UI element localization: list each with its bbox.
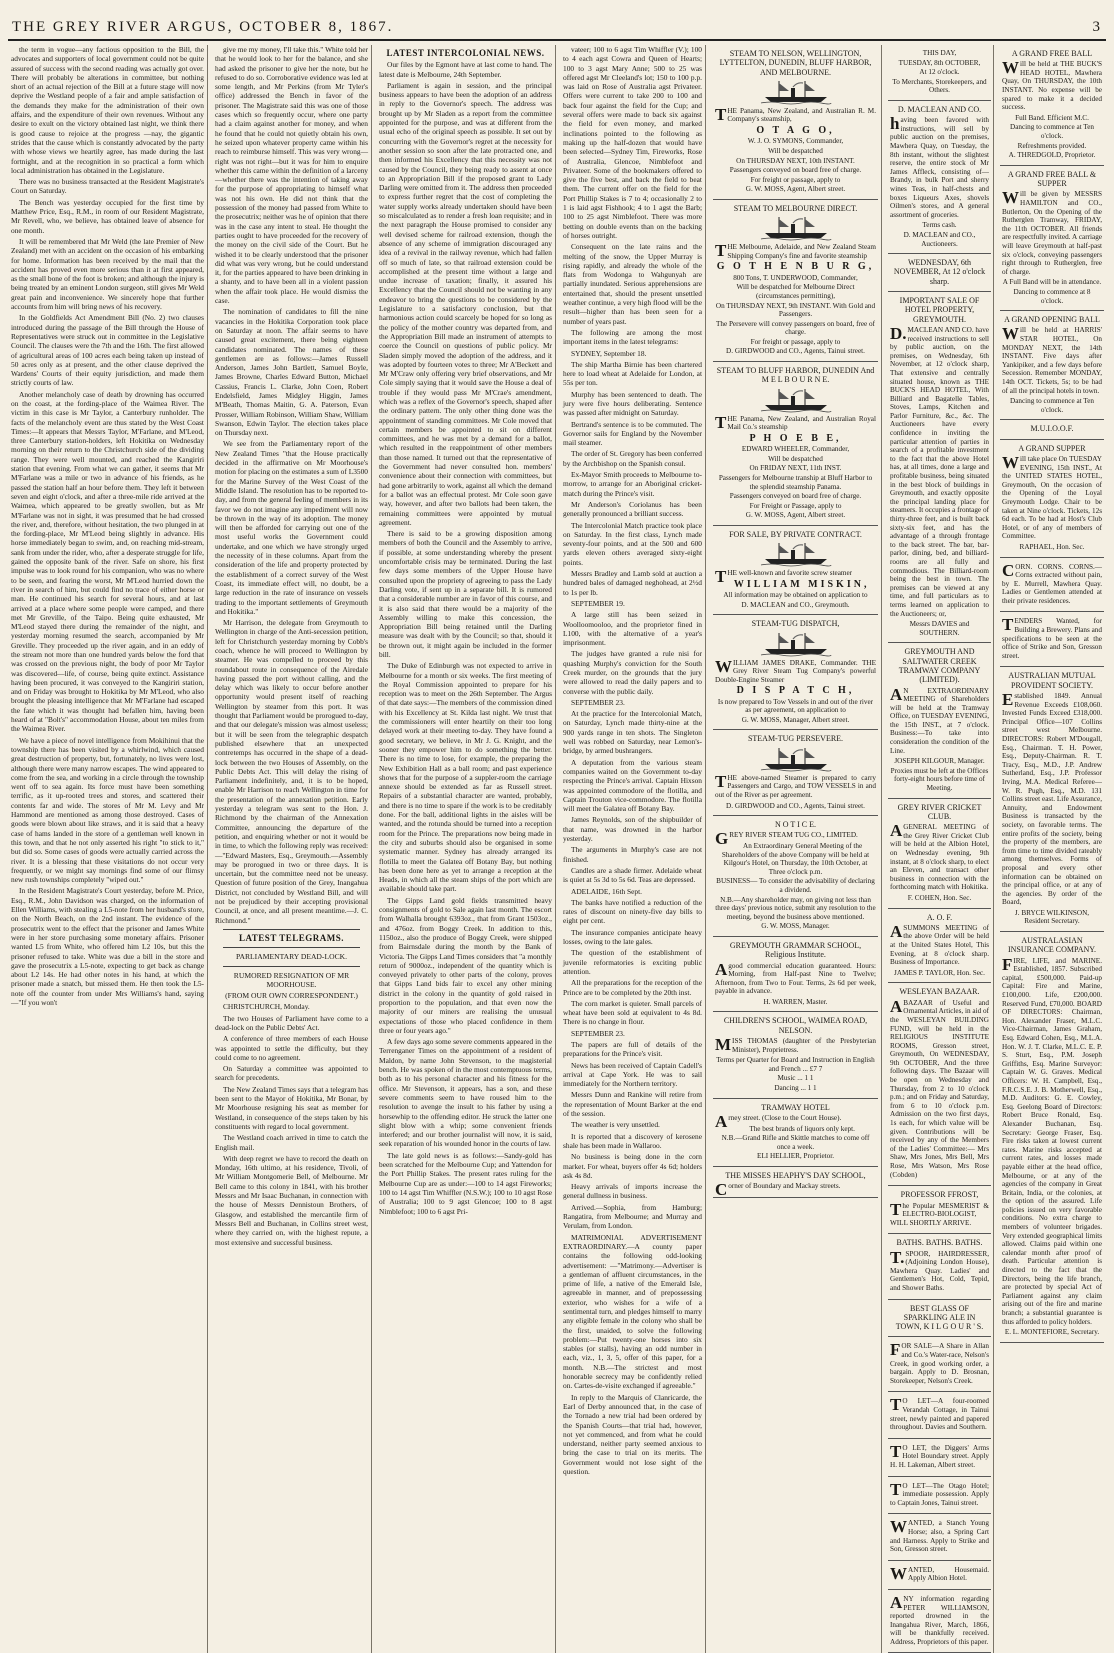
local-news-body xyxy=(215,45,368,925)
shipping-advertisement xyxy=(713,362,878,526)
article-paragraph: A few days ago some severe comments appeared in the Terrenganer Times on the appointment of a resident of Maldon, by name John Stevenson, to the magisterial bench. He was spoken of in the most contemptuous terms, both as to his personal character and his fitness for the office. Mr Stevenson, it appears, has a son, and these severe comments seem to have roused him to the resolution to avenge the insult to his father by using a horsewhip to the offending editor. He struck the latter one slight blow with a whip; some convenient friends interfered; and our brother journalist will now, it is said, seek reparation of his wounded honor in the courts of law. xyxy=(379,1037,552,1149)
article-paragraph: In the Resident Magistrate's Court yesterday, before M. Price, Esq., R.M., John Davidson was charged, on the information of Ellen Williams, with stealing a L5-note from her husband's store, on the North Beach, on the 2nd instant. The evidence of the prosecutrix went to the effect that the prisoner and James White were in her store purchasing some monetary affairs. Prisoner wanted L5 from White, who offered him L2 10s, but this the prisoner refused to take. White was due a bill in the store and gave the prosecutrix a L5-note, expecting to get back as change about L2 14s. He had other notes in his hand, at which the prisoner made a snatch, but missed them. He then took the L5-note off the counter from under Mrs Williams's hand, saying—"If you won't xyxy=(11,886,204,1007)
advertisement xyxy=(888,799,991,909)
article-paragraph: Parliament is again in session, and the principal business appears to have been the adoption of an address in reply to the Governor's speech. The address was brought up by Mr Sladen as a report from the committee appointed for the purpose, and was at different from the usual echo of the original speech as possible. It set out by concurring with the Governor's regret at the necessity for another session so soon after the late protracted one, and then informed his Excellency that this necessity was not caused by the Council, they being ready to assent at once to an Appropriation Bill if the proposed grant to Lady Darling were omitted from it. The address then proceeded to express further regret that the cost of completing the water supply works already undertaken should have been so miscalculated as to render a fresh loan requisite; and in the next paragraph the House promised to consider any well devised scheme for railroad extension, though the absence of any scheme of immigration discouraged any idea of a revival in the railway revenue, which had fallen off so much of late, so that railroad extension could be accomplished at the present time without a large and undue increase of taxation; finally, it assured his Excellency that the Council should not be wanting in any endeavor to bring the questions to be considered by the Legislature to a satisfactory conclusion, but that harmonious action could scarcely be hoped for so long as the policy of the mother country was departed from, and the Appropriation Bill made an instrument of attempts to coerce the Council on questions of public policy. Mr Sladen simply moved the adoption of the address, and it was adopted by fourteen votes to three; Mr A'Beckett and Mr M'Craw only offering very brief observations, and Mr Cole simply saying that it would save the House a deal of trouble if they would pass Mr M'Crae's amendment, which was a reflex of the Governor's speech, shaped after the ordinary pattern. The only other thing done was the appointment of standing committees. Mr Cole moved that certain members be appointed to sit on different committees, and he was met by a demand for a ballot, which resulted in the reappointment of other members than those named. It turned out that the representative of the Government had never consulted hon. members' convenience about their connection with committees, but had gone arbitrarily to work, against all which the demand for a ballot was an effectual protest. Mr Cole soon gave way, however, and after two ballots had been taken, the remaining committees were appointed by mutual agreement. xyxy=(379,80,552,527)
advertisement-line: Dancing to commence at Ten o'clock. xyxy=(1010,123,1094,141)
column-5-shipping-ads xyxy=(710,45,882,1653)
article-paragraph: Arrived.—Sophia, from Hamburg; Rangatira, from Melbourne; and Murray and Verulam, from London. xyxy=(563,1202,702,1231)
advertisement-line: Refreshments provided. xyxy=(1017,141,1087,150)
article-paragraph: Mr Harrison, the delegate from Greymouth to Wellington in charge of the Anti-secession petition, left for Christchurch yesterday morning by Cobb's coach, whence he will proceed to Wellington by steamer. He was compelled to proceed by this roundabout route in consequence of the Airedale having passed the port without calling, and the delay which was likely to occur before another opportunity would present itself of reaching Wellington by steamer from this port. It was thought that Parliament would be prorogued to-day, and that our delegate's mission was almost useless; but it will be seen from the telegraphic despatch published elsewhere that an unexpected contretemps has occurred in the shape of a dead-lock between the two Houses of Assembly, on the Public Debts Act. This will delay the rising of Parliament indefinitely, and, it is to be hoped, enable Mr Harrison to reach Wellington in time for the presentation of the annexation petition. Early yesterday a telegram was sent to the Hon. J. Richmond by the chairman of the Annexation Committee, announcing the departure of the petition, and enquiring whether or not it would be in time, to which the following reply was received:—"Edward Masters, Esq., Greymouth.—Assembly may be prorogued in two or three days. It is uncertain, but the committee need not be uneasy. Question of future position of the Grey, Inangahua District, not concluded by Westland Bill, and will not be prejudiced by their accepting provisional Council, at once, and all present meantime.—J. C. Richmond." xyxy=(215,618,368,925)
advertisement-body: T.SPOOR, HAIRDRESSER, (Adjoining London House), Mawhera Quay. Ladies' and Gentlemen's Hot, Cold, Tepid, and Shower Baths. xyxy=(890,1247,989,1292)
shipping-advertisement xyxy=(713,1099,878,1167)
advertisement-title: D. MACLEAN AND CO. xyxy=(897,104,982,114)
advertisement-body: ANY information regarding PETER WILLIAMSON, reported drowned in the Inangahua River, March, 1866, will be thankfully received. Address, Proprietors of this paper. xyxy=(890,1592,989,1646)
advertisement xyxy=(1000,311,1104,420)
advertisement-body: FIRE, LIFE, and MARINE. Established, 1857. Subscribed capital, £500,000. Paid-up Capital: Fire and Marine, £100,000. Life, £200,000. Reserved Fund, £70,000. BOARD OF DIRECTORS: Chairman, Hon. Alexander Fraser, M.L.C. Vice-Chairman, James Graham, Esq. Edward Cohen, Esq., M.L.A. Hon. W. J. T. Clarke, M.L.C. E. P. S. Sturt, Esq., P.M. Joseph Griffiths, Esq. Marine Surveyor: Captain W. G. Graves. Medical Officers: W. H. Campbell, Esq., F.R.C.S.E. J. B. Motherwell, Esq., M.D. Auditors: G. E. Cowley, Esq. Geelong Board of Directors: Robert Bruce Ronald, Esq. Alexander Buchanan, Esq. Secretary: George Fraser, Esq. Fire risks taken at lowest current rates. Marine risks accepted at current rates, and losses made payable either at the head office, Melbourne, or at any of the agencies of the company in Great Britain, India, or the colonies, at the option of the assured. Life policies issued on very favorable conditions. No extra charge to members of volunteer brigades. Very extended geographical limits allowed. Claims paid within one calendar month after proof of death. Particular attention is directed to the fact that the Directors, being the life branch, are protected by special Act of Parliament against any claim arising out of the fire and marine branch; a substantial guarantee is thus afforded to policy holders. xyxy=(1002,954,1102,1326)
newspaper-page xyxy=(8,6,1106,1646)
article-paragraph: We see from the Parliamentary report of the New Zealand Times "that the House practically decided in the affirmative on Mr Moorhouse's motion for placing on the estimates a sum of L3500 for the Marine Survey of the West Coast of the Middle Island. The resolution has to be reported to-day, and from the general feeling of members in its favor we do not imagine any impediment will now be thrown in the way of its adoption. The money will then be afforded for carrying out one of the most useful works the Government could undertake, and one which we have strongly urged the necessity of in these columns. Apart from the consideration of the life and property protected by the establishment of a correct survey of the West Coast, its immediate effect will, no doubt, be a large reduction in the rate of insurance on vessels trading to the important settlements of Greymouth and Hokitika." xyxy=(215,439,368,616)
advertisement-line: Dancing ... 1 1 xyxy=(774,1084,817,1093)
advertisement-line: H. WARREN, Master. xyxy=(763,997,828,1006)
article-paragraph: The Westland coach arrived in time to catch the English mail. xyxy=(215,1133,368,1152)
advertisement xyxy=(888,101,991,254)
article-paragraph: The nomination of candidates to fill the nine vacancies in the Hokitika Corporation took place on Saturday at noon. The affair seems to have caused great excitement, there being eighteen candidates nominated. The names of these gentlemen are as follows:—James Russell Anderson, James John Bartlett, Samuel Boyle, James Browne, Charles Edward Button, Michael Cassius, Francis L. Clarke, John Coen, Robert Endelsfield, James Midgley Higgin, James M'Beath, Thomas Maitin, G. A. Paterson, Evan Prosser, William Robinson, William Shaw, William Swanson, Edwin Taylor. The election takes place on Thursday next. xyxy=(215,307,368,438)
advertisement xyxy=(1000,558,1104,613)
advertisement-body: WANTED, a Stanch Young Horse; also, a Spring Cart and Harness. Apply to Strike and Son, Gresson street. xyxy=(890,1517,989,1554)
article-paragraph: It will be remembered that Mr Weld (the late Premier of New Zealand) met with an accident on the occasion of his embarking for home. Information has been received by the mail that the accident has proved even more serious than it at first appeared, as the small bone of the foot is broken; and although the injury is being treated by an eminent London surgeon, still gives Mr Weld great pain and inconvenience. We sincerely hope that further accounts from him will bring news of his recovery. xyxy=(11,236,204,312)
advertisement xyxy=(888,1186,991,1234)
article-paragraph: James Reynolds, son of the shipbuilder of that name, was drowned in the harbor yesterday. xyxy=(563,815,702,844)
advertisement-line: G. W. MOSS, Manager, Albert street. xyxy=(741,715,850,724)
advertisement-line: All information may be obtained on application to xyxy=(723,591,868,600)
advertisement-line: BUSINESS— To consider the advisability of declaring a dividend. xyxy=(716,877,875,894)
advertisement-line: Passengers conveyed on board free of charge. xyxy=(729,166,862,175)
telegrams-body xyxy=(215,1002,368,1246)
advertisement xyxy=(1000,932,1104,1343)
vessel-master: 800 Tons, T. UNDERWOOD, Commander, xyxy=(733,273,858,282)
advertisement-line: D. MACLEAN and CO., Greymouth. xyxy=(741,600,850,609)
ads-subcolumn-right xyxy=(998,45,1106,1653)
advertisement-line: Messrs DAVIES and SOUTHERN. xyxy=(909,620,970,637)
column-3-intercolonial xyxy=(376,45,556,1653)
advertisement-line: J. BRYCE WILKINSON, Resident Secretary. xyxy=(1014,908,1090,926)
advertisement-line: F. COHEN, Hon. Sec. xyxy=(907,893,972,902)
advertisement-line: D. MACLEAN and CO., Auctioneers. xyxy=(903,230,976,248)
article-paragraph: Heavy arrivals of imports increase the general dullness in business. xyxy=(563,1182,702,1201)
article-paragraph: Another melancholy case of death by drowning has occurred on the coast, at the fording-place of the Waimea River. The victim in this case is Mr Taylor, a Canterbury runholder. The facts of the melancholy event are thus stated by the West Coast Times:—It appears that Messrs Taylor, M'Farlane, and M'Leod, three Canterbury station-holders, left Hokitika on Wednesday morning on their return to the Christchurch side of the dividing range. They were well mounted, and reached the Kangiriri station that evening. From what we can gather, it seems that Mr M'Farlane was a mile or two in advance of his friends, as he passed the station half an hour before them. They left it between seven and eight o'clock, and after a three-mile ride arrived at the Waimea, which appeared to be greatly swollen, but as Mr M'Farlane was not in sight, it was presumed that he had crossed the river, and, therefore, without hesitation, the two plunged in at the fording-place, Mr M'Leod being slightly in advance. His horse immediately began to swim, and, on reaching mid-stream, sank from under the rider, who, after a desperate struggle for life, gained the opposite bank of the river. Safe on shore, his first impulse was to look round for his companion, who was no where to be seen, and fearing the worst, Mr M'Leod hurried down the river in search of him, but could find no trace of either horse or man. He continued his search for several hours, and at last arrived at a place where some people were camped, and there met Mr Greville, of the Taipo. Being quite exhausted, Mr M'Leod stayed there during the remainder of the night, and yesterday morning resumed the search, accompanied by Mr Greville. They proceeded up the river again, and in an eddy of the stream not more than one hundred yards below the ford that was crossed on the previous night, the body of poor Mr Taylor was discovered—life, of course, being quite extinct. Assistance having been procured, it was conveyed to the Kangiriri station, and on Friday was brought to Hokitika by Mr M'Leod, who also brought the pleasing intelligence that Mr M'Farlane had escaped the fate which it was thought had befallen him, having been heard of at "Bolt's" accommodation House, about ten miles from the Waimea River. xyxy=(11,389,205,734)
column-2-local-news xyxy=(212,45,372,1653)
shipping-advertisement xyxy=(713,200,878,362)
article-paragraph: ADELAIDE, 16th Sept. xyxy=(571,886,643,896)
article-paragraph: A large still has been seized in Woolloomooloo, and the proprietor fined in L100, with the alternative of a year's imprisonment. xyxy=(563,610,702,648)
article-paragraph: The Gipps Land gold fields transmitted heavy consignments of gold to Sale again last month. The escort from Walhalla brought 6393oz., that from Grant 1503oz., and 476oz. from Boggy Creek. In addition to this, 1150oz., also the produce of Boggy Creek, were shipped from Bairnsdale during the month by the Bank of Victoria. The Gipps Land Times considers that "a monthly return of 9000oz., independent of the quantity which is conveyed privately to other parts of the colony, proves that Gipps Land bids fair to excel any other mining district in the colony in the quantity of gold raised in proportion to the population, and that even now the majority of our miners are realising the unusual expectations of those who placed confidence in them three or four years ago." xyxy=(379,895,552,1035)
steamship-icon xyxy=(761,746,831,772)
column-6-advertisements xyxy=(886,45,1106,1653)
vessel-name: WILLIAM MISKIN, xyxy=(733,578,870,590)
advertisement-title: PROFESSOR FFROST, xyxy=(900,1190,979,1200)
article-paragraph: A conference of three members of each House was appointed to settle the difficulty, but they could come to no agreement. xyxy=(215,1034,368,1062)
advertisement-title: TRAMWAY HOTEL xyxy=(761,1102,830,1112)
advertisement-line: ELI HELLIER, Proprietor. xyxy=(756,1152,835,1161)
vessel-name: P H O E B E, xyxy=(749,432,842,444)
intercolonial-body xyxy=(379,60,552,1216)
advertisement-line: G. W. MOSS, Manager. xyxy=(761,922,830,931)
advertisement-title: STEAM-TUG DISPATCH, xyxy=(751,619,840,629)
advertisement xyxy=(888,909,991,984)
advertisement-line: N.B.—Any shareholder may, on giving not less than three days' previous notice, submit any resolution to the meeting, beyond the business above mentioned. xyxy=(715,895,876,921)
advertisement xyxy=(888,1337,991,1392)
advertisement xyxy=(888,1477,991,1515)
advertisement xyxy=(888,1561,991,1590)
advertisement-line: On THURSDAY NEXT, 10th INSTANT. xyxy=(736,156,855,165)
telegrams-subheading: PARLIAMENTARY DEAD-LOCK. xyxy=(235,952,348,962)
shipping-advertisement xyxy=(713,730,878,816)
advertisement-body: Corner of Boundary and Mackay streets. xyxy=(715,1180,841,1200)
shipping-advertisement xyxy=(713,1012,878,1098)
article-paragraph: The judges have granted a rule nisi for quashing Murphy's conviction for the South Creek murder, on the grounds that the jury were allowed to read the daily papers and to converse with the public daily. xyxy=(563,649,702,696)
article-paragraph: We have a piece of novel intelligence from Mokihinui that the township there has been visited by a whirlwind, which caused great destruction of property, but, fortunately, no lives were lost, although there were many narrow escapes. The wind appeared to come from the sea, and working in a circle through the township went off to sea again. Its force must have been something terrific, as it up-rooted trees and stores, and scattered their contents far and wide. The stores of Mr M. Levy and Mr Hammond are mentioned as among those destroyed. Cases of goods were blown about like straws, and it is said that a heavy case of hams landed in the store of a gentleman well known in this town, and that he not only asserted his right "to stick to it," but did so. Some cases of goods were actually carried across the river. It is a blessing that these visitations do not occur very frequently, or we might say mornings find some of our flimsy new rush townships completely "wiped out." xyxy=(11,735,204,885)
advertisement-line: On THURSDAY NEXT, 9th INSTANT. With Gold and Passengers. xyxy=(715,301,876,319)
advertisement xyxy=(1000,420,1104,439)
steamship-icon xyxy=(761,215,831,241)
advertisement-line: Proxies must be left at the Offices forty-eight hours before time of Meeting. xyxy=(890,766,989,793)
advertisement xyxy=(888,1300,991,1338)
advertisement-title: A GRAND FREE BALL & SUPPER xyxy=(1007,169,1097,189)
article-paragraph: the term in vogue—any factious opposition to the Bill, the advocates and supporters of local government could not be quite assured of success with the second reading was actually got over. There will probably be alterations in committee, but nothing short of an actual rejection of the Bill at a future stage will now deprive the Westland people of a fair and ample satisfaction of the demands they make for the administration of their own affairs, and the expenditure of their own revenues. Without any desire to exult on the victory obtained last night, we think there is good cause to rejoice at the progress —nay, the gigantic strides that the cause which is constantly advocated by the party with whose views we heartily agree, has made during the last fortnight, and at the recognition in so practical a form which local administration has obtained in the Legislature. xyxy=(11,45,204,175)
advertisement-title: GREYMOUTH GRAMMAR SCHOOL, Religious Institute. xyxy=(729,940,862,960)
advertisement-line: THIS DAY, xyxy=(922,49,957,57)
article-paragraph: The New Zealand Times says that a telegram has been sent to the Mayor of Hokitika, Mr Bonar, by Mr Moorhouse resigning his seat as member for Westland, in consequence of the steps taken by his constituents with regard to local government. xyxy=(215,1084,368,1131)
article-paragraph: On Saturday a committee was appointed to search for precedents. xyxy=(215,1064,368,1083)
advertisement-line: Music ... 1 1 xyxy=(777,1074,814,1083)
page-number: 3 xyxy=(1092,19,1102,35)
advertisement xyxy=(1000,612,1104,667)
shipping-advertisement xyxy=(713,816,878,937)
advertisement-line: A. THREDGOLD, Proprietor. xyxy=(1008,151,1096,160)
advertisement-line: Will be despatched xyxy=(768,146,823,155)
advertisement-line: JOSEPH KILGOUR, Manager. xyxy=(894,757,985,766)
advertisement-body: Will take place On TUESDAY EVENING, 15th INST., At the UNITED STATES HOTEL, Greymouth, On the occasion of the Opening of the Loyal Greymouth Lodge. Chair to be taken at Nine o'clock. Tickets, 12s 6d each. To be had at Host's Club Hotel, or of any of members of Committee. xyxy=(1002,452,1102,541)
advertisement xyxy=(888,1234,991,1299)
article-paragraph: The Duke of Edinburgh was not expected to arrive in Melbourne for a month or six weeks. The first meeting of the Royal Commission appointed to prepare for his reception was to meet on the 26th September. The Argus of that date says:—The members of the commission dined with his Excellency at St. Kilda last night. We trust that the commissioners will enter heartily on their too long delayed work at their meeting to-day. They have found a good secretary, we believe, in Mr J. G. Knight, and the sooner they empower him to do something the better. There is no time to lose, for example, the preparing the New Exhibition Hall as a ball room; and past experience shows that for the purpose of a suppler-room the carriage annexe should be extended as far as Russell street. Repairs of a substantial character are wanted, probably, and there is no time to spare if the work is to be creditably done. For the ball, additional lights in the aisles will be wanted, and the rotunda should be turned into a reception room for the Prince. The preparations now being made in the city and suburbs should also be organised in some systematic manner. Sydney has already arranged its flotilla to meet the Galatea off Botany Bay, but nothing has been done here as yet to arrange a reception at the Heads, in which all the steam ships of the port which are available should take part. xyxy=(379,661,552,894)
advertisement-title: WESLEYAN BAZAAR. xyxy=(899,987,980,997)
advertisement xyxy=(888,254,991,292)
article-paragraph: The arguments in Murphy's case are not finished. xyxy=(563,845,702,864)
advertisement-line: On FRIDAY NEXT, 11th INST. xyxy=(749,464,842,473)
shipping-advertisement xyxy=(713,937,878,1013)
telegrams-note: (FROM OUR OWN CORRESPONDENT.) xyxy=(225,991,358,1001)
advertisement-body: TO LET, the Diggers' Arms Hotel Boundary street. Apply H. H. Lakeman, Albert street. xyxy=(890,1441,989,1469)
advertisement-body: TO LET—The Otago Hotel; immediate possession. Apply to Captain Jones, Tainui street. xyxy=(890,1479,989,1507)
advertisement-title: FOR SALE, BY PRIVATE CONTRACT. xyxy=(729,529,862,539)
advertisement-body: AGENERAL MEETING of the Grey River Cricket Club will be held at the Albion Hotel, on Wednesday evening, 9th instant, at 8 o'clock sharp, to elect an Eleven, and transact other business in connection with the forthcoming match with Hokitika. xyxy=(890,821,989,892)
advertisement-line: G. W. MOSS, Agent, Albert street. xyxy=(745,185,846,194)
advertisement xyxy=(888,292,991,643)
masthead-title: THE GREY RIVER ARGUS, OCTOBER 8, 1867. xyxy=(12,19,394,35)
advertisement xyxy=(888,1392,991,1438)
advertisement-body: D.MACLEAN AND CO. have received instructions to sell by public auction, on the premises, on Wednesday, 6th November, at 12 o'clock sharp, That extensive and centrally situated house, known as THE BUCK'S HEAD HOTEL, With Billiard and Bagatelle Tables, Stoves, Lamps, Kitchen and Parlor Furniture, &c., &c. The Auctioneers have every confidence in inviting the particular attention of parties in search of a profitable investment to the fact that the above Hotel has, at all times, done a large and profitable business, being situated in the best block of buildings in Greymouth, and exactly opposite the principal landing place for steamers. It occupies a frontage of thirty-three feet, and is built back sixty-six feet, and has the advantage of a through frontage to the back street. The bar, bar-parlor, dining, bed, and billiard-rooms are all fully and commodious. The Billiard-room being the best in town. The premises can be viewed at any time, and full particulars as to terms learned on application to the Auctioneers; or, xyxy=(890,323,989,618)
telegrams-subheading-2: RUMORED RESIGNATION OF MR MOORHOUSE. xyxy=(233,970,350,989)
advertisement-line: RAPHAEL, Hon. Sec. xyxy=(1019,542,1085,551)
advertisement-title: A GRAND FREE BALL xyxy=(1011,49,1093,58)
advertisement-line: JAMES P. TAYLOR, Hon. Sec. xyxy=(894,968,985,977)
article-paragraph: SYDNEY, September 18. xyxy=(571,348,647,358)
advertisement-line: For freight or passage, apply to xyxy=(750,175,841,184)
article-paragraph: Mr Anderson's Coriolanus has been generally pronounced a brilliant success. xyxy=(563,499,702,519)
article-paragraph: The order of St. Gregory has been conferred by the Archbishop on the Spanish consul. xyxy=(563,449,702,468)
article-paragraph: MATRIMONIAL ADVERTISEMENT EXTRAORDINARY.—A county paper contains the following odd-looking advertisement: —"Matrimony.—Advertiser is a gentleman of affluent circumstances, in the prime of life, a native of the Emerald Isle, agreeable in manner, and of prepossessing exterior, who wishes for a wife of a sentimental turn, and pledges himself to marry any eligible female in the colony who shall be the first, unaided, to solve the following problem:—Put twenty-one horses into six stables (or stalls), having an odd number in each, viz., 1, 3, 5, offer of this paper, for a month. N.B.—The strictest and most honorable secrecy may be confidently relied on. Cartes-de-visite exchanged if agreeable." xyxy=(563,1232,702,1391)
advertisement-line: The Persevere will convey passengers on board, free of charge. xyxy=(715,319,876,337)
advertisement-title: N O T I C E. xyxy=(774,820,817,830)
article-paragraph: give me my money, I'll take this." White told her that he would look to her for the balance, and she had asked the prisoner to give her the note, but he refused to do so. Corroborative evidence was led at some length, and Mr Perkins (from Mr Tyler's office) addressed the Bench in favor of the prisoner. The Magistrate said this was one of those cases which so frequently occur, where one party had a claim against another for money, and when he found that he could not quietly obtain his own, he seized upon whatever property came within his reach to reimburse himself. This was very wrong—right was not right—but it was for him to enquire whether this came within the definition of a larceny—whether there was the intention of taking away for the purpose of appropriating to himself what was not his own. He did not think that the possession of the money had passed from White to the prosecutrix; neither was he of opinion that there was in the case any intent to steal. He thought the parties ought to have proceeded for the recovery of the money on the civil side of the Court. But he wished it to be clearly understood that the prisoner did what was very wrong, but he could understand it, for the parties appeared to have been drinking in a shanty, and to have been all in a violent passion when the affair took place. He would dismiss the case. xyxy=(215,45,368,306)
advertisement-body: Arney street. (Close to the Court House). xyxy=(715,1111,842,1131)
advertisement-body: WILLIAM JAMES DRAKE, Commander. THE Grey River Steam Tug Company's powerful Double-Engine Steamer xyxy=(715,656,876,684)
article-paragraph: Ex-Mayor Smith proceeds to Melbourne to-morrow, to arrange for an Aboriginal cricket-match during the Prince's visit. xyxy=(563,470,702,498)
advertisement-title: GREY RIVER CRICKET CLUB. xyxy=(897,802,982,821)
article-paragraph: A deputation from the various steam companies waited on the Government to-day respecting the Prince's arrival. Captain Hixson was appointed commodore of the flotilla, and Captain Trouton vice-commodore. The flotilla will meet the Galatea off Botany Bay. xyxy=(563,757,702,814)
advertisement-body: having been favored with instructions, will sell by public auction on the premises, Mawhera Quay, on Tuesday, the 8th instant, without the slightest reserve, the entire stock of Mr James Affleck, consisting of— Brandy, in bulk Port and sherry wines Teas, in half-chests and boxes Liqueurs Axes, shovels Oilmen's stores, and A general assortment of groceries. xyxy=(890,114,989,219)
advertisement-body: Will be held at HARRIS' STAR HOTEL, On MONDAY NEXT, the 14th INSTANT. Five days after Yankipiker, and a few days before Secession. Remember MONDAY, 14th OCT. Tickets, 5s; to be had of all the principal hotels in town. xyxy=(1002,324,1102,395)
advertisement-body: THE Panama, New Zealand, and Australian R. M. Company's steamship, xyxy=(715,104,876,124)
advertisement xyxy=(1000,166,1104,311)
advertisement-line: Will be despatched xyxy=(768,454,823,463)
advertisement-title: CHILDREN'S SCHOOL, WAIMEA ROAD, NELSON. xyxy=(723,1016,868,1035)
advertisement-line: Dancing to commence at Ten o'clock. xyxy=(1010,397,1094,414)
advertisement-body: FOR SALE—A Share in Allan and Co.'s Water-race, Nelson's Creek, in good working order, a bargain. Apply to D. Brosnan, Storekeeper, Nelson's Creek. xyxy=(890,1340,989,1385)
advertisement-body: TENDERS Wanted, for Building a Brewery. Plans and specifications to be seen at the office of Strike and Son, Gresson street. xyxy=(1002,615,1102,660)
advertisement-title: STEAM TO MELBOURNE DIRECT. xyxy=(733,203,858,213)
article-paragraph: At the practice for the Intercolonial Match, on Saturday, Lynch made thirty-nine at the 900 yards range in ten shots. The Singleton well was robbed on Saturday, near Lemon's-bridge, by armed bushrangers. xyxy=(563,709,702,756)
article-paragraph: SEPTEMBER 19. xyxy=(571,598,625,608)
article-paragraph: No business is being done in the corn market. For wheat, buyers offer 4s 6d; holders ask 4s 8d. xyxy=(563,1152,702,1180)
column-1-editorial xyxy=(8,45,208,1653)
advertisement xyxy=(888,1514,991,1560)
article-paragraph: There was no business transacted at the Resident Magistrate's Court on Saturday. xyxy=(11,177,204,196)
advertisement-title: GREYMOUTH AND SALTWATER CREEK TRAMWAY COMPANY (LIMITED). xyxy=(898,647,981,685)
advertisement-body: THE above-named Steamer is prepared to carry Passengers and Cargo, and TOW VESSELS in and out of the River as per agreement. xyxy=(715,771,876,799)
article-paragraph: In the Goldfields Act Amendment Bill (No. 2) two clauses introduced during the passage of the Bill through the House of Representatives were struck out in committee in the Legislative Council. The clauses were the 7th and the 16th. The first allowed of agricultural areas of 100 acres each being taken up instead of 50 acres only as at present, and the other clause deprived the Wardens' Courts of their equity jurisdiction, and made them strictly courts of law. xyxy=(11,313,204,388)
advertisement-line: Passengers conveyed on board free of charge. xyxy=(729,492,862,501)
advertisement xyxy=(1000,440,1104,558)
vessel-name: O T A G O, xyxy=(756,125,835,137)
advertisement-body: ABAZAAR of Useful and Ornamental Articles, in aid of the WESLEYAN BUILDING FUND, will be held in the RELIGIOUS INSTITUTE ROOMS, Gresson street, Greymouth, On WEDNESDAY, 9th OCTOBER, And the three following days. The Bazaar will be open on Wednesday and Thursday, from 2 to 10 o'clock p.m.; and on Friday and Saturday, from 6 to 10 o'clock p.m. Admission on the two first days, 1s each, for which value will be given. Contributions will be received by any of the Members of the Ladies' Committee:— Mrs Shaw, Mrs Jones, Mrs Bell, Mrs Rose, Mrs Watson, Mrs Rose (Cobden) xyxy=(890,996,989,1179)
advertisement xyxy=(888,45,991,101)
article-paragraph: The question of the establishment of juvenile reformatories is exciting public attention. xyxy=(563,948,702,976)
advertisement-title: STEAM-TUG PERSEVERE. xyxy=(747,734,844,744)
article-paragraph: Messrs Bradley and Lamb sold at auction a hundred bales of damaged neghohead, at 2½d to 1s per lb. xyxy=(563,569,702,597)
advertisement-title: AUSTRALASIAN INSURANCE COMPANY. xyxy=(1007,936,1097,955)
article-paragraph: Candles are a shade firmer. Adelaide wheat is quiet at 5s 3d to 5s 6d. Teas are depressed. xyxy=(563,865,702,885)
advertisement-body: THE well-known and favorite screw steamer xyxy=(715,567,853,587)
advertisement-line: N.B.—Grand Rifle and Skittle matches to come off once a week. xyxy=(721,1134,870,1151)
advertisement-line: D. GIRDWOOD and CO., Agents, Tainui street. xyxy=(726,347,865,356)
advertisement-body: Will be given by MESSRS HAMILTON and CO., Butlerton, On the Opening of the Rutherglen Tramway, FRIDAY, the 11th OCTOBER. All friends are respectfully invited. A carriage will leave Greymouth at half-past six o'clock, conveying passengers right through to Rutherglen, free of charge. xyxy=(1002,188,1102,276)
advertisement-title: STEAM TO BLUFF HARBOR, DUNEDIN And M E L B O U R N E. xyxy=(716,366,875,385)
article-paragraph: CHRISTCHURCH, Monday. xyxy=(223,1002,310,1012)
article-paragraph: There is said to be a growing disposition among members of both the Council and the Assembly to arrive, if possible, at some understanding whereby the present uncomfortable crisis may be terminated. During the last few days some members of the Upper House have consulted upon the propriety of agreeing to pass the Lady Darling vote, if sent up in a separate bill. It is rumored that a considerable number are in favor of this course, and it is also said that there would be a majority of the Assembly willing to make this concession, the Appropriation Bill being retained until the Darling measure was dealt with by the Council; so that, should it be thrown out, it might again be included in the former bill. xyxy=(379,529,552,659)
advertisement-line: An Extraordinary General Meeting of the Shareholders of the above Company will be held at Kilgour's Hotel, on Thursday, the 10th October, at Three o'clock p.m. xyxy=(721,841,870,876)
advertisement-title: IMPORTANT SALE OF HOTEL PROPERTY, GREYMOUTH. xyxy=(899,296,980,324)
shipping-advertisement xyxy=(713,615,878,730)
vessel-name: D I S P A T C H, xyxy=(736,685,855,697)
article-paragraph: vateer; 100 to 6 agst Tim Whiffler (V.); 100 to 4 each agst Cowra and Queen of Hearts; 100 to 3 agst Mary Anne; 500 to 25 was offered agst Mr Cleeland's lot; 150 to 100 p.p. was laid on Rose of Australia agst Privateer. Offers were current to take 200 to 100 and back four against the field for the Cup; and several offers were made to back six against the field for even money, and marked inclinations pointed to the following as making up the half-dozen that would have been selected—Sydney Tim, Fireworks, Rose of Australia, Glencoe, Nimblefoot and Privateer. Some of the bookmakers offered to give the five best, and back the field to beat them. The current offer on the field for the Port Phillip Stakes is 7 to 4; occasionally 2 to 1 is laid agst Fishhook; 4 to 1 agst the Barb; 100 to 25 agst Nimblefoot. There was more betting on double events than on the backing of horses outright. xyxy=(563,45,702,240)
advertisement xyxy=(888,1439,991,1477)
advertisement-body: Established 1849. Annual Revenue Exceeds £108,060. Invested Funds Exceed £318,000. Principal Office—107 Collins street west Melbourne. DIRECTORS: Robert M'Dougall, Esq., Chairman. T. H. Power, Esq., Deputy-Chairman. R. T. Tracy, Esq., M.D., J.P. Andrew Sutherland, Esq., J.P. Professor Irving, M.A. Medical Referee—W. R. Pugh, Esq., M.D. 131 Collins street east. Life Assurance, Annuity, and Endowment Business is transacted by the society, on favorable terms. The entire profits of the society, being the property of the members, are from time to time divided rateably among themselves. Forms of proposal and every other information can be obtained on the principal office, or at any of the agencies. By order of the Board, xyxy=(1002,690,1102,907)
article-paragraph: The two Houses of Parliament have come to a dead-lock on the Public Debts' Act. xyxy=(215,1013,368,1032)
advertisement-line: For freight or passage, apply to xyxy=(750,337,841,346)
article-paragraph: With deep regret we have to record the death on Monday, 16th ultimo, at his residence, Tivoli, of Mr William Montgomerie Bell, of Melbourne. Mr Bell came to this colony in 1841, with his brother Messrs and Mr Isaac Buchanan, in connection with the house of Messrs Dennistoun Brothers, of Glasgow, and established the mercantile firm of Messrs Bell and Buchanan, in Collins street west, where they carried on, with the highest repute, a most extensive and successful business. xyxy=(215,1153,368,1247)
article-paragraph: The papers are full of details of the preparations for the Prince's visit. xyxy=(563,1039,702,1059)
advertisement-title: A GRAND OPENING BALL xyxy=(1004,315,1100,325)
advertisement-line: Terms cash. xyxy=(922,221,957,230)
advertisement-body: WANTED, Housemaid. Apply Albion Hotel. xyxy=(890,1563,989,1583)
shipping-advertisement xyxy=(713,526,878,615)
steamship-icon xyxy=(761,387,831,413)
article-paragraph: Consequent on the late rains and the melting of the snow, the Upper Murray is rising rapidly, and already the whole of the flats from Wodonga to Wahgunyah are partially inundated. Serious apprehensions are entertained that, should the present unsettled weather continue, a very high flood will be the result—higher than has been seen for a number of years past. xyxy=(563,242,702,326)
vessel-master: EDWARD WHEELER, Commander, xyxy=(741,445,850,454)
advertisement-body: MISS THOMAS (daughter of the Presbyterian Minister), Proprietress. xyxy=(715,1035,876,1055)
article-paragraph: The Intercolonial Match practice took place on Saturday. In the first class, Lynch made seventy-four points, and at the 500 and 600 yards eleven others averaged sixty-eight points. xyxy=(563,520,702,567)
divider xyxy=(223,929,360,930)
article-paragraph: Our files by the Egmont have at last come to hand. The latest date is Melbourne, 24th September. xyxy=(379,60,552,79)
advertisement xyxy=(888,643,991,798)
advertisement-body: THE Melbourne, Adelaide, and New Zealand Steam Shipping Company's fine and favorite steamship xyxy=(715,241,876,261)
advertisement-line: Dancing to commence at 8 o'clock. xyxy=(1013,287,1091,305)
article-paragraph: The insurance companies anticipate heavy losses, owing to the late gales. xyxy=(563,927,702,947)
advertisement-line: At 12 o'clock. xyxy=(919,68,960,77)
advertisement-body: CORN. CORNS. CORNS.—Corns extracted without pain, by E. Murrell, Mawhera Quay. Ladies or Gentlemen attended at their private residences. xyxy=(1002,560,1102,605)
vessel-master: W. J. O. SYMONS, Commander, xyxy=(747,137,844,146)
advertisement-line: A Full Band will be in attendance. xyxy=(1002,278,1102,287)
advertisement-body: Agood commercial education guaranteed. Hours: Morning, from Half-past Nine to Twelve; Afternoon, from Two to Four. Terms, 2s 6d per week, payable in advance. xyxy=(715,959,876,996)
intercolonial-heading: LATEST INTERCOLONIAL NEWS. xyxy=(386,48,545,58)
advertisement-line: To Merchants, Storekeepers, and Others. xyxy=(892,77,987,95)
advertisement-line: Passengers for Melbourne tranship at Bluff Harbor to the splendid steamship Panama. xyxy=(718,473,873,491)
advertisement-title: M.U.I.O.O.F. xyxy=(1030,424,1074,434)
advertisement-line: For Freight or Passage, apply to xyxy=(749,501,842,510)
advertisement-body: ASUMMONS MEETING of the above Order will be held at the United States Hotel, This Evening, at 8 o'clock sharp. Business of Importance. xyxy=(890,921,989,967)
column-4-intercolonial-cont xyxy=(560,45,706,1653)
steamship-icon xyxy=(761,631,831,657)
advertisement-line: D. GIRDWOOD and CO., Agents, Tainui street. xyxy=(726,801,865,810)
article-paragraph: It is reported that a discovery of kerosene shale has been made in Wallaroo. xyxy=(563,1131,702,1150)
article-paragraph: In reply to the Marquis of Clanricarde, the Earl of Derby announced that, in the case of the Tornado a new trial had been ordered by the Spanish Courts—that trial had, however, not yet commenced, and from what he could understand, neither party seemed anxious to bring the case to trial on its merits. The Government would not lose sight of the question. xyxy=(563,1392,702,1477)
steamship-icon xyxy=(761,541,831,567)
vessel-name: G O T H E N B U R G, xyxy=(716,261,875,273)
advertisement xyxy=(1000,45,1104,166)
advertisement-line: E. L. MONTEFIORE, Secretary. xyxy=(1004,1328,1100,1337)
advertisement-line: Terms per Quarter for Board and Instruction in English and French ... £7 7 xyxy=(716,1056,875,1073)
masthead xyxy=(8,6,1106,41)
article-paragraph: SEPTEMBER 23. xyxy=(571,1028,625,1038)
article-paragraph: The weather is very unsettled. xyxy=(571,1120,660,1130)
divider xyxy=(223,947,360,948)
article-paragraph: Murphy has been sentenced to death. The jury were five hours deliberating. Sentence was passed after midnight on Saturday. xyxy=(563,389,702,418)
advertisement-title: BEST GLASS OF SPARKLING ALE IN TOWN, K I L G O U R ' S. xyxy=(895,1303,984,1332)
advertisement-body: THE Panama, New Zealand, and Australian Royal Mail Co.'s steamship xyxy=(715,412,876,432)
steamship-icon xyxy=(761,79,831,105)
telegrams-heading: LATEST TELEGRAMS. xyxy=(238,932,345,943)
article-paragraph: The ship Martha Birnie has been chartered here to load wheat at Adelaide for London, at 55s per ton. xyxy=(563,359,702,388)
article-paragraph: The Bench was yesterday occupied for the first time by Matthew Price, Esq., R.M., in room of our Resident Magistrate, Mr Revell, who, we believe, has obtained leave of absence for one month. xyxy=(11,197,204,235)
shipping-advertisement xyxy=(713,45,878,200)
advertisement-title: A GRAND SUPPER xyxy=(1018,443,1086,453)
advertisement-body: TO LET—A four-roomed Verandah Cottage, in Tainui street, newly painted and papered throughout. Davies and Southern. xyxy=(890,1395,989,1432)
advertisement-line: Is now prepared to Tow Vessels in and out of the river as per agreement, on application to xyxy=(717,697,874,715)
advertisement-body: The Popular MESMERIST & ELECTRO-BIOLOGIST, WILL SHORTLY ARRIVE. xyxy=(890,1199,989,1227)
article-paragraph: News has been received of Captain Cadell's arrival at Cape York. He was to sail immediately for the Northern territory. xyxy=(563,1060,702,1089)
advertisement-title: BATHS. BATHS. BATHS. xyxy=(896,1238,983,1248)
article-paragraph: Messrs Dunn and Rankine will retire from the representation of Mount Barker at the end of the session. xyxy=(563,1090,702,1119)
advertisement xyxy=(888,983,991,1186)
article-paragraph: SEPTEMBER 23. xyxy=(571,697,625,707)
advertisement-title: STEAM TO NELSON, WELLINGTON, LYTTELTON, DUNEDIN, BLUFF HARBOR, AND MELBOURNE. xyxy=(719,49,872,77)
advertisement-body: GREY RIVER STEAM TUG CO., LIMITED. xyxy=(715,829,858,849)
article-paragraph: The corn market is quieter. Small parcels of wheat have been sold at equivalent to 4s 8d. There is no change in flour. xyxy=(563,998,702,1027)
advertisement-title: AUSTRALIAN MUTUAL PROVIDENT SOCIETY. xyxy=(1008,671,1096,690)
ads-subcolumn-left xyxy=(886,45,994,1653)
divider xyxy=(223,966,360,967)
advertisement-title: THE MISSES HEAPHY'S DAY SCHOOL, xyxy=(725,1170,866,1180)
advertisement-line: The best brands of liquors only kept. xyxy=(749,1124,855,1133)
article-paragraph: All the preparations for the reception of the Prince are to be completed by the 20th inst. xyxy=(563,978,702,997)
advertisement-line: G. W. MOSS, Agent, Albert street. xyxy=(745,511,846,520)
shipping-advertisement xyxy=(713,1167,878,1198)
article-paragraph: The following are among the most important items in the latest telegrams: xyxy=(563,327,702,347)
advertisement-line: Full Band. Efficient M.C. xyxy=(1015,113,1089,122)
advertisement-title: A. O. F. xyxy=(926,912,953,922)
advertisement xyxy=(1000,667,1104,932)
advertisement-body: AN EXTRAORDINARY MEETING of Shareholders will be held at the Tramway Office, on TUESDAY EVENING, the 15th INST., at 7 o'clock. Business:—To take into consideration the condition of the Line. xyxy=(890,684,989,755)
advertisement-line: Will be despatched for Melbourne Direct (circumstances permitting), xyxy=(736,283,855,300)
article-paragraph: The banks have notified a reduction of the rates of discount on ninety-five day bills to eight per cent. xyxy=(563,897,702,926)
article-paragraph: Bertrand's sentence is to be commuted. The Governor sails for England by the November mail steamer. xyxy=(563,419,702,448)
advertisement-body: Will be held at THE BUCK'S HEAD HOTEL, Mawhera Quay, On THURSDAY, the 10th INSTANT. No expense will be spared to make it a decided success. xyxy=(1002,58,1102,112)
advertisement-title: WEDNESDAY, 6th NOVEMBER, At 12 o'clock sharp. xyxy=(893,258,986,286)
columns xyxy=(8,45,1106,1646)
advertisement xyxy=(888,1590,991,1653)
advertisement-line: TUESDAY, 8th OCTOBER, xyxy=(898,58,981,67)
article-paragraph: The late gold news is as follows:—Sandy-gold has been scratched for the Melbourne Cup; and Yattendon for the Port Phillip Stakes. The present rates ruling for the Melbourne Cup are as under:—100 to 14 agst Fireworks; 100 to 14 agst Tim Whiffler (N.S.W.); 100 to 10 agst Rose of Australia; 100 to 9 agst Glencoe; 100 to 8 agst Nimblefoot; 100 to 6 agst Pri- xyxy=(379,1150,552,1216)
